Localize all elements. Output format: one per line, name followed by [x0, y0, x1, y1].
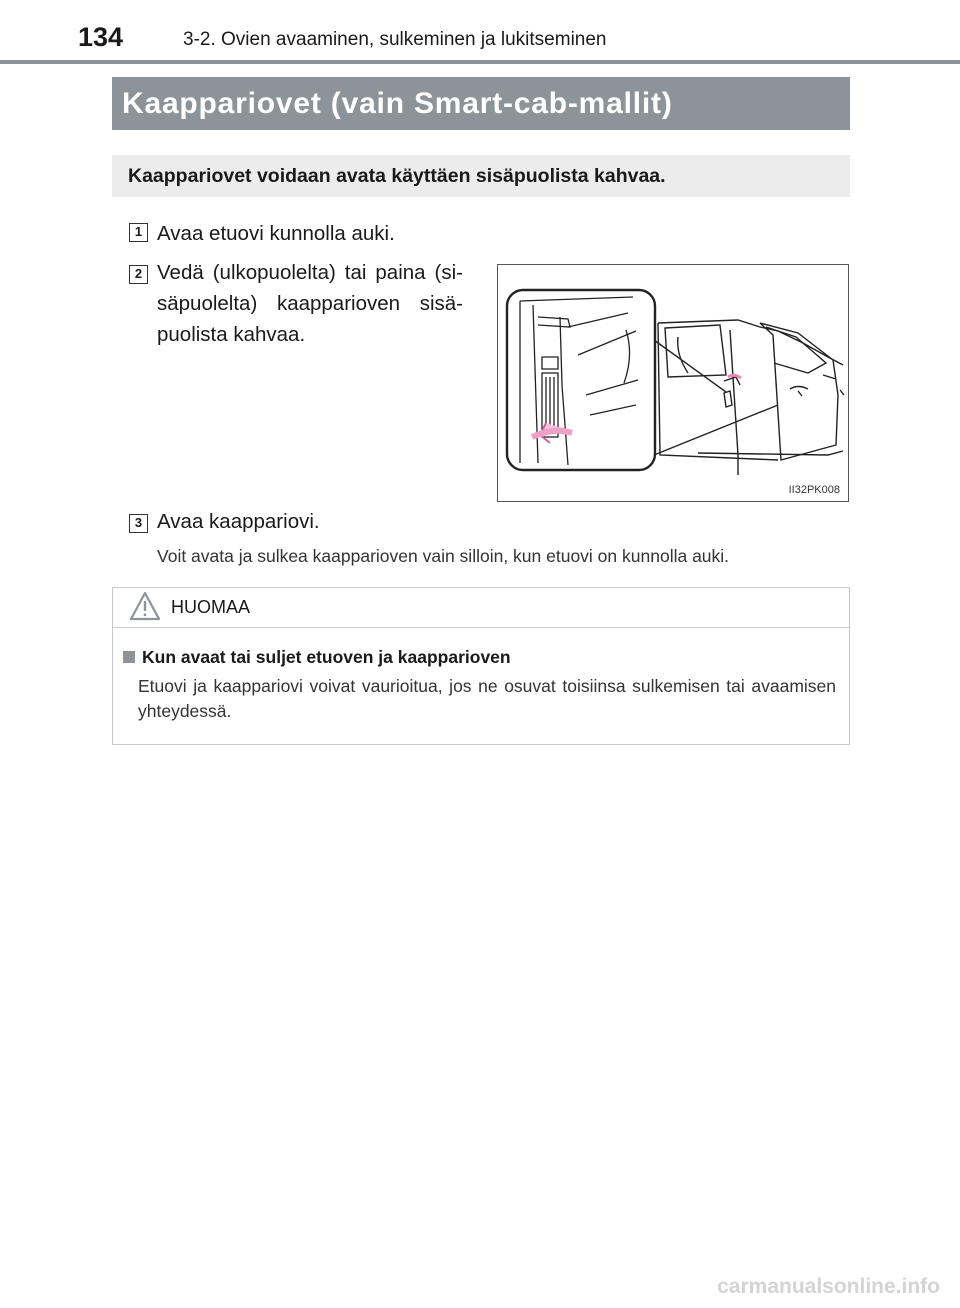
caution-box: [112, 587, 850, 745]
figure-code: II32PK008: [788, 484, 840, 496]
caution-header: [113, 588, 849, 628]
page-number: 134: [78, 22, 124, 52]
intro-text: Kaappariovet voidaan avata käyttäen sisäpuolista kahvaa.: [112, 155, 850, 197]
warning-triangle-icon: [129, 591, 161, 622]
step-number-2: 2: [129, 265, 148, 284]
cab-door-handle-illustration: [498, 265, 847, 500]
page-title: Kaappariovet (vain Smart-cab-mallit): [112, 77, 850, 130]
step-text-3: Avaa kaappariovi.: [157, 510, 320, 533]
caution-subheading: [123, 647, 511, 668]
caution-body: Etuovi ja kaappariovi voivat vaurioitua, jos ne osuvat toisiinsa sulkemisen tai avaamisen yhteydessä.: [138, 676, 836, 721]
step-text-1: Avaa etuovi kunnolla auki.: [157, 222, 395, 245]
bullet-square-icon: [123, 651, 135, 663]
watermark: carmanualsonline.info: [717, 1275, 940, 1298]
step-number-3: 3: [129, 514, 148, 533]
step-number-1: 1: [129, 223, 148, 242]
caution-label: HUOMAA: [171, 597, 251, 617]
step-text-2: Vedä (ulkopuolelta) tai paina (si-säpuolelta) kaapparioven sisä-puolista kahvaa.: [157, 261, 463, 346]
section-reference: 3-2. Ovien avaaminen, sulkeminen ja lukitseminen: [183, 29, 607, 50]
caution-subheading-text: Kun avaat tai suljet etuoven ja kaapparioven: [142, 647, 511, 667]
cab-door-figure: [497, 264, 849, 502]
header-divider: [0, 60, 960, 64]
step-note: Voit avata ja sulkea kaapparioven vain silloin, kun etuovi on kunnolla auki.: [157, 546, 730, 566]
